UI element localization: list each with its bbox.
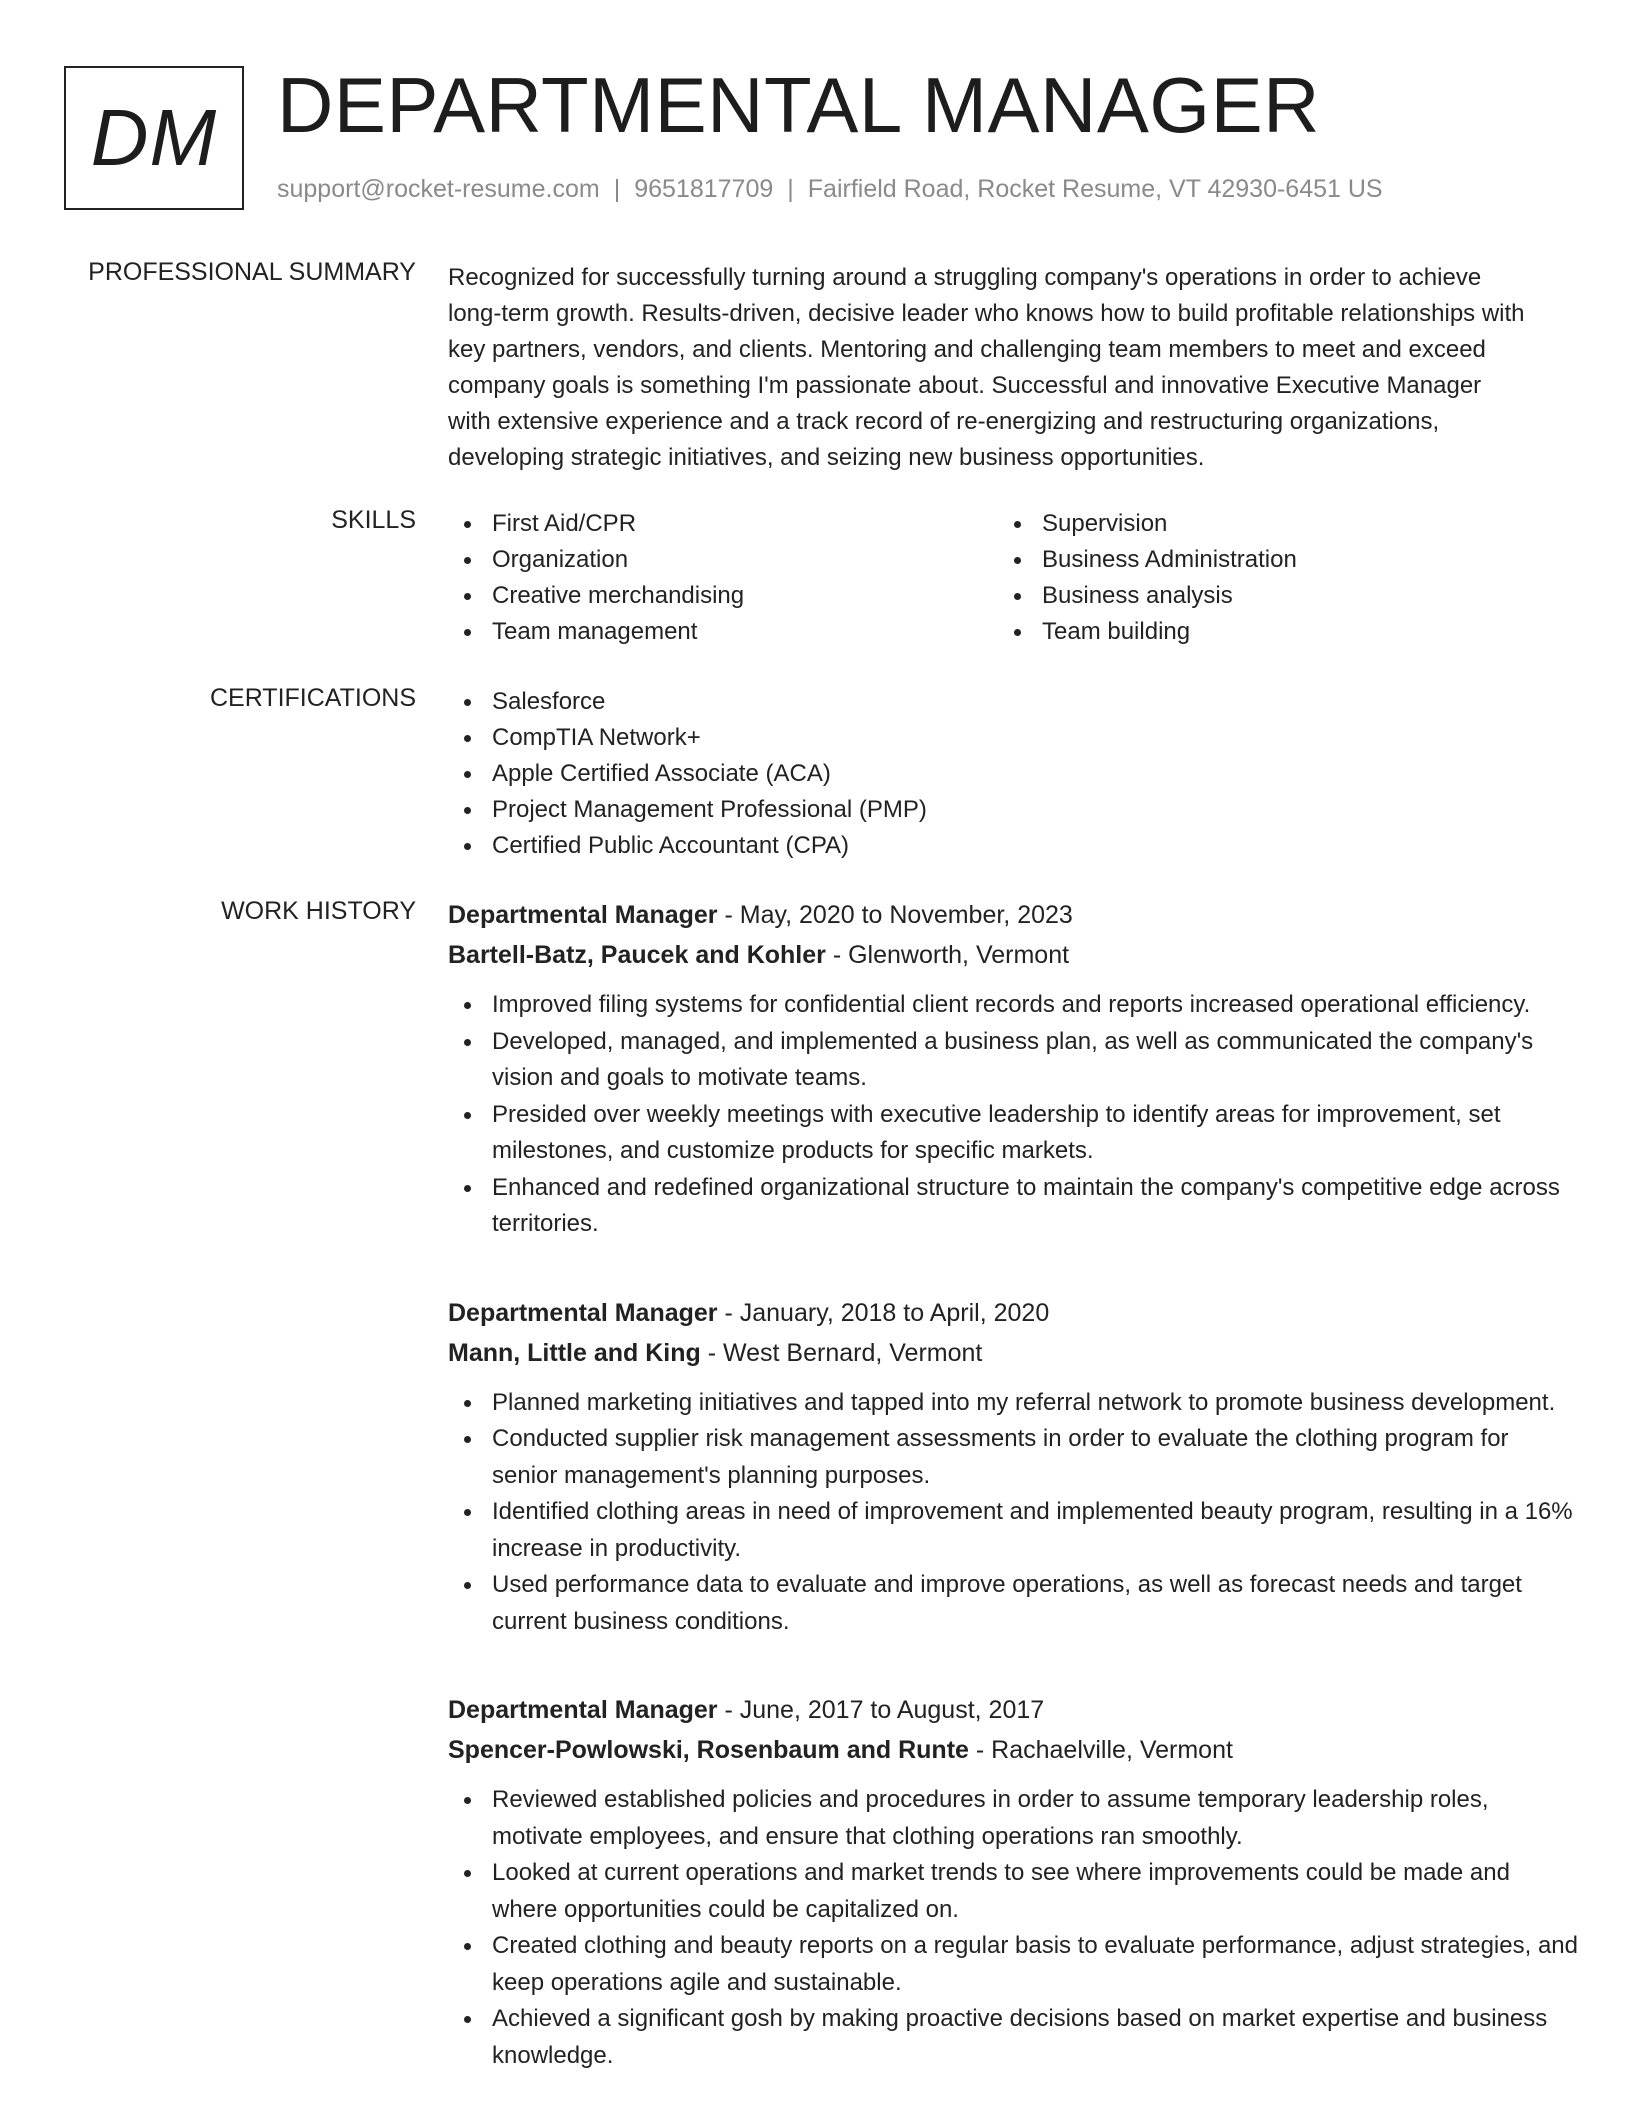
skill-item: Team building (998, 614, 1548, 650)
contact-phone: 9651817709 (634, 175, 774, 203)
job-title: Departmental Manager (448, 901, 718, 929)
skills-grid (448, 506, 1568, 650)
monogram-initials: DM (90, 93, 218, 182)
contact-separator: | (787, 175, 794, 203)
job-bullet: Conducted supplier risk management assessments in order to evaluate the clothing program for senior management's planning purposes. (448, 1421, 1578, 1494)
section-label-work-history: WORK HISTORY (221, 897, 416, 925)
skill-item: Team management (448, 614, 998, 650)
job-entry (448, 1690, 1578, 2074)
job-entry (448, 1293, 1578, 1641)
job-title-line (448, 895, 1578, 935)
job-company-line (448, 935, 1578, 975)
skill-item: Business Administration (998, 542, 1548, 578)
certification-item: Project Management Professional (PMP) (448, 792, 1568, 828)
contact-line (277, 175, 1383, 204)
contact-email: support@rocket-resume.com (277, 175, 600, 203)
job-title-line (448, 1293, 1578, 1333)
section-label-summary: PROFESSIONAL SUMMARY (88, 258, 416, 286)
job-bullet-list (448, 987, 1578, 1243)
skill-item: Organization (448, 542, 998, 578)
contact-address: Fairfield Road, Rocket Resume, VT 42930-6451 US (807, 175, 1383, 203)
job-bullet: Looked at current operations and market trends to see where improvements could be made and where opportunities could be capitalized on. (448, 1855, 1578, 1928)
job-dates: - May, 2020 to November, 2023 (717, 901, 1073, 929)
work-history-list (448, 895, 1578, 2074)
skill-item: First Aid/CPR (448, 506, 998, 542)
section-label-skills: SKILLS (331, 506, 416, 534)
job-bullet: Identified clothing areas in need of improvement and implemented beauty program, resulting in a 16% increase in productivity. (448, 1494, 1578, 1567)
certification-item: Certified Public Accountant (CPA) (448, 828, 1568, 864)
skill-item: Business analysis (998, 578, 1548, 614)
job-company-line (448, 1333, 1578, 1373)
job-bullet: Enhanced and redefined organizational structure to maintain the company's competitive edge across territories. (448, 1170, 1578, 1243)
job-bullet: Reviewed established policies and procedures in order to assume temporary leadership roles, motivate employees, and ensure that clothing operations ran smoothly. (448, 1782, 1578, 1855)
job-title: Departmental Manager (448, 1298, 718, 1327)
monogram-box (64, 66, 244, 210)
job-company-line (448, 1730, 1578, 1770)
job-entry (448, 895, 1578, 1243)
summary-text: Recognized for successfully turning around a struggling company's operations in order to achieve long-term growth. Results-driven, decisive leader who knows how to build profitable relationships with key partners, vendors, and clients. Mentoring and challenging team members to meet and exceed company goals is something I'm passionate about. Successful and innovative Executive Manager with extensive experience and a track record of re-energizing and restructuring organizations, developing strategic initiatives, and seizing new business opportunities. (448, 264, 1525, 471)
job-bullet: Developed, managed, and implemented a business plan, as well as communicated the company's vision and goals to motivate teams. (448, 1024, 1578, 1097)
candidate-name: DEPARTMENTAL MANAGER (277, 61, 1320, 149)
job-bullet: Created clothing and beauty reports on a regular basis to evaluate performance, adjust strategies, and keep operations agile and sustainable. (448, 1928, 1578, 2001)
job-location: - Glenworth, Vermont (825, 941, 1070, 969)
job-bullet: Planned marketing initiatives and tapped into my referral network to promote business development. (448, 1385, 1578, 1422)
job-bullet-list (448, 1385, 1578, 1641)
job-title-line (448, 1690, 1578, 1730)
job-bullet-list (448, 1782, 1578, 2074)
certification-item: Apple Certified Associate (ACA) (448, 756, 1568, 792)
certification-item: Salesforce (448, 684, 1568, 720)
job-bullet: Used performance data to evaluate and improve operations, as well as forecast needs and target current business conditions. (448, 1567, 1578, 1640)
job-dates: - June, 2017 to August, 2017 (717, 1696, 1045, 1724)
job-location: - Rachaelville, Vermont (968, 1736, 1233, 1764)
skills-column-2 (998, 506, 1548, 650)
contact-separator: | (613, 175, 621, 203)
section-label-certifications: CERTIFICATIONS (209, 684, 416, 712)
job-company: Spencer-Powlowski, Rosenbaum and Runte (448, 1736, 969, 1764)
job-company: Mann, Little and King (448, 1338, 701, 1367)
skills-column-1 (448, 506, 998, 650)
skill-item: Supervision (998, 506, 1548, 542)
job-dates: - January, 2018 to April, 2020 (717, 1298, 1050, 1327)
certifications-list (448, 684, 1568, 864)
resume-header (64, 61, 1564, 212)
job-location: - West Bernard, Vermont (700, 1338, 983, 1367)
job-title: Departmental Manager (448, 1696, 718, 1724)
job-bullet: Presided over weekly meetings with executive leadership to identify areas for improvement, set milestones, and customize products for specific markets. (448, 1097, 1578, 1170)
job-bullet: Improved filing systems for confidential client records and reports increased operational efficiency. (448, 987, 1578, 1024)
skill-item: Creative merchandising (448, 578, 998, 614)
job-bullet: Achieved a significant gosh by making proactive decisions based on market expertise and business knowledge. (448, 2001, 1578, 2074)
job-company: Bartell-Batz, Paucek and Kohler (448, 941, 826, 969)
certification-item: CompTIA Network+ (448, 720, 1568, 756)
